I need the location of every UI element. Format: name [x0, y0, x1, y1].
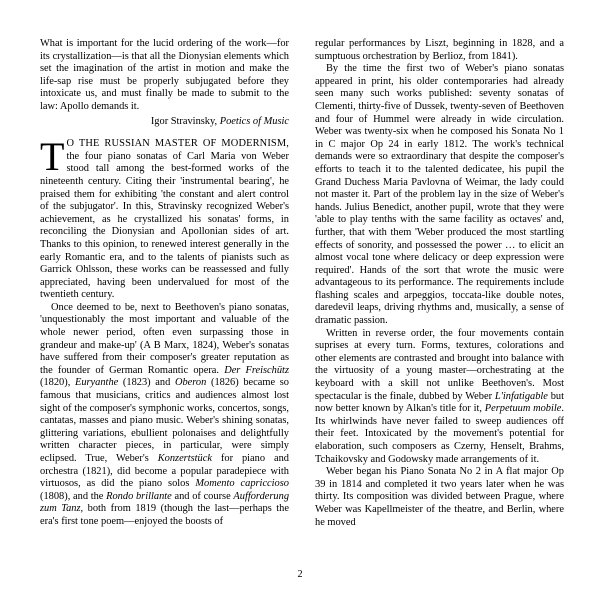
lp2-seg-i: for piano and orchestra (1821), did become a popular paradepiece with virtuosos, as did the piano solos — [40, 453, 289, 490]
lp2-title-aufforderung: Aufforderung zum Tanz — [40, 490, 290, 515]
lp2-seg-m: and of course — [171, 490, 234, 502]
epigraph-author: Igor Stravinsky, — [150, 115, 220, 127]
right-paragraph-2: By the time the first two of Weber's piano sonatas appeared in print, his older contemporaries had already seen many such works published: seventy sonatas of Clementi, thirty-five of Dussek, twenty-seven of Beethoven and four of Hummel were already in wide circulation. Weber was twenty-six when he composed his Sonata No 1 in C major Op 24 in early 1812. The work's technical demands were so extraordinary that despite the composer's efforts to teach it to the talented dedicatee, his pupil the Grand Duchess Maria Pavlovna of Weimar, the lady could not master it. Part of the problem lay in the size of Weber's hands. Julius Benedict, another pupil, wrote that they were 'able to play tenths with the same facility as octaves' and, further, that with them 'Weber produced the most startling effects of sonority, and possessed the power … to elicit an almost vocal tone where delicacy or deep expression were required'. Hands of the sort that wrote the music were advantageous to its performance. The requirements include flashing scales and arpeggios, toccata-like double notes, daredevil leaps, driving rhythms and, musically, a sense of dramatic passion. — [315, 63, 564, 327]
opening-small-caps: O THE RUSSIAN MASTER OF MODERNISM, — [66, 138, 289, 150]
rp3-title-perpetuum: Perpetuum mobile — [484, 403, 562, 415]
epigraph-block — [40, 38, 289, 128]
two-column-layout — [40, 38, 564, 529]
epigraph-attribution — [40, 116, 289, 129]
rp3-title-infatigable: L'infatigable — [494, 390, 548, 402]
lp2-title-momento: Momento capriccioso — [195, 478, 289, 490]
right-paragraph-3 — [315, 328, 564, 467]
rp3-seg-c: but now better known by Alkan's title for it, — [315, 390, 564, 415]
epigraph-text: What is important for the lucid ordering of the work—for its crystallization—is that all the Dionysian elements which set the imagination of the artist in motion and make the life-sap rise must be properly subjugated before they intoxicate us, and must finally be made to submit to the law: Apollo demands it. — [40, 38, 289, 112]
lp2-seg-a: Once deemed to be, next to Beethoven's piano sonatas, 'unquestionably the most important and valuable of the whole newer period, often even surpassing those in grandeur and make-up' (A B Marx, 1824), Weber's sonatas have suffered from their composer's greater reputation as the founder of German Romantic opera. — [40, 301, 289, 376]
opening-paragraph — [40, 134, 289, 302]
opening-paragraph-block — [40, 134, 289, 302]
lp2-seg-g: (1826) became so famous that musicians, critics and audiences almost lost sight of the composer's symphonic works, concertos, songs, cantatas, masses and piano music. Weber's shining sonatas, glittering variations, ebullient polonaises and delightfully written character pieces, in particular, were simply eclipsed. True, Weber's — [40, 377, 289, 464]
drop-cap: T — [40, 134, 65, 180]
left-paragraph-2 — [40, 302, 289, 529]
lp2-seg-e: (1823) and — [118, 377, 175, 389]
opening-body-text: the four piano sonatas of Carl Maria von Weber stood tall among the best-formed works of the nineteenth century. Citing their 'instrumental bearing', he praised them for exhibiting 'the constant and alert control of the subjugator'. In this, Stravinsky recognized Weber's achievement, as he crystallized his sonatas' forms, in reconciling the Dionysian and Apollonian sides of art. Thanks to this opinion, to renewed interest generally in the early Romantic era, and to the talents of pianists such as Garrick Ohlsson, these works can be reassessed and fully appreciated, having been undervalued for most of the twentieth century. — [40, 150, 289, 301]
rp3-seg-a: Written in reverse order, the four movements contain suprises at every turn. Forms, textures, colorations and other elements are contrasted and brought into balance with the virtuosity of a young master—orchestrating at the keyboard with a skill not unlike Beethoven's. Most spectacular is the finale, dubbed by Weber — [315, 327, 564, 402]
right-paragraph-4: Weber began his Piano Sonata No 2 in A flat major Op 39 in 1814 and completed it two years later when he was thirty. Its composition was divided between Prague, where Weber was Kapellmeister of the theatre, and Berlin, where he moved — [315, 466, 564, 528]
page-number: 2 — [297, 569, 303, 580]
left-column — [40, 38, 289, 529]
lp2-title-euryanthe: Euryanthe — [74, 377, 119, 389]
lp2-title-rondo: Rondo brillante — [106, 490, 172, 502]
right-column — [315, 38, 564, 529]
lp2-title-konzertstuck: Konzertstück — [157, 453, 212, 464]
rp3-seg-e: . Its whirlwinds have never failed to sweep audiences off their feet. Intoxicated by the movement's potential for elaboration, such composers as Czerny, Henselt, Brahms, Tchaikovsky and Godowsky made arrangements of it. — [315, 403, 564, 465]
lp2-title-freischutz: Der Freischütz — [224, 364, 289, 376]
right-paragraph-1: regular performances by Liszt, beginning in 1828, and a sumptuous orchestration by Berlioz, from 1841). — [315, 38, 564, 62]
lp2-seg-c: (1820), — [40, 377, 75, 389]
lp2-seg-k: (1808), and the — [40, 490, 107, 502]
lp2-title-oberon: Oberon — [174, 377, 207, 389]
lp2-seg-o: , both from 1819 (though the last—perhaps the era's first tone poem—enjoyed the boosts of — [40, 503, 289, 527]
epigraph-work-title: Poetics of Music — [219, 115, 289, 127]
